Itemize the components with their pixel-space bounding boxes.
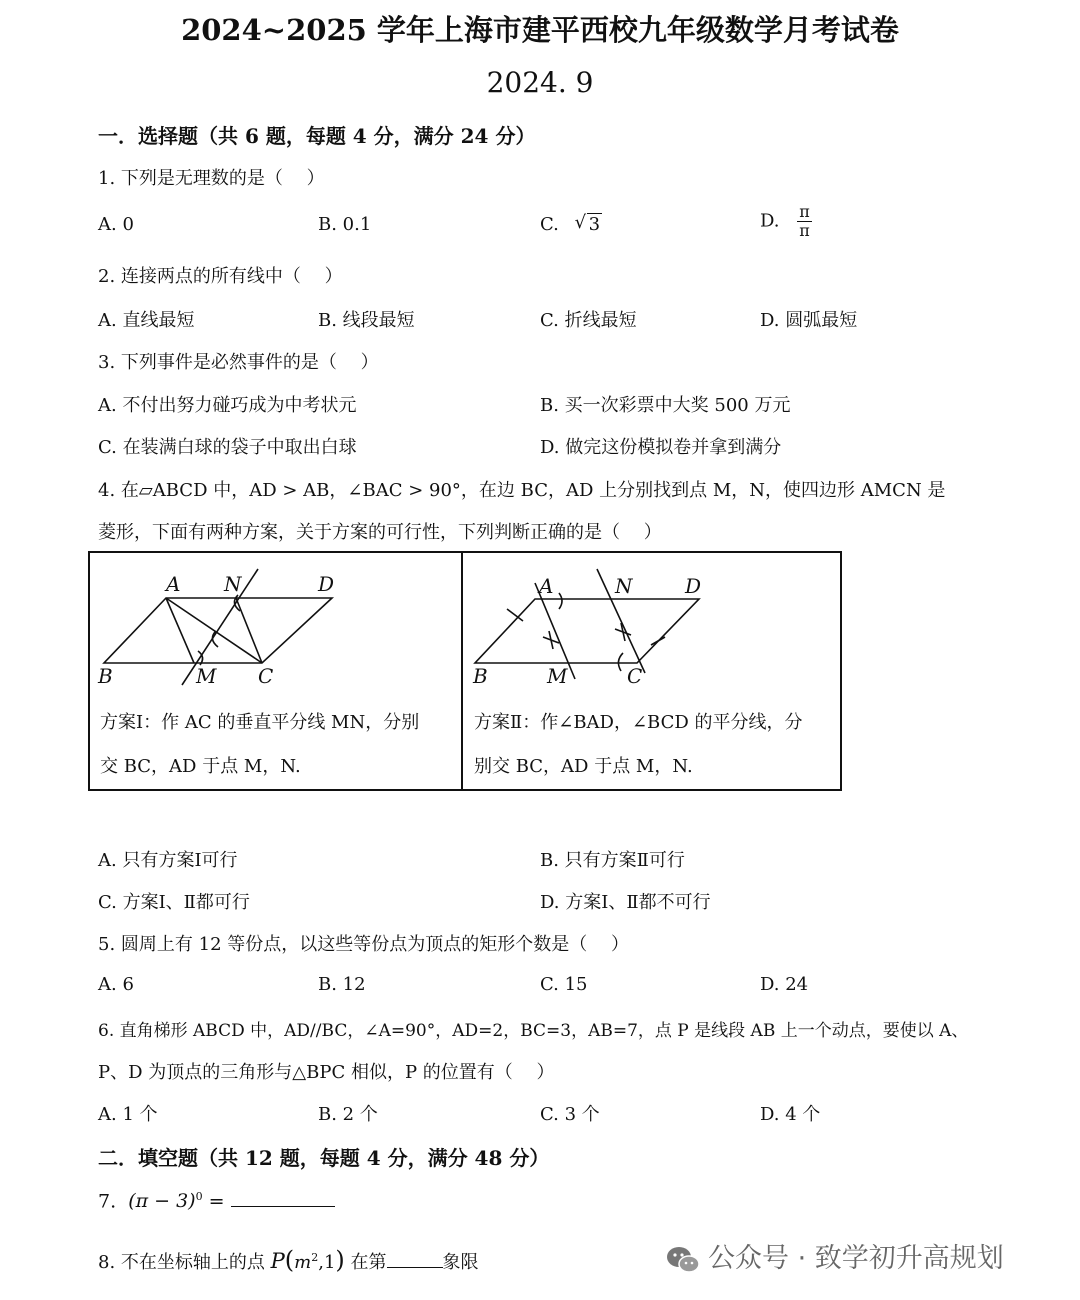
question-1: 1. 下列是无理数的是（ ）	[98, 168, 325, 189]
q4-option-b: B. 只有方案Ⅱ可行	[540, 850, 685, 871]
question-8	[98, 1246, 479, 1274]
q8-point: P	[270, 1249, 285, 1273]
question-4-line-1: 4. 在▱ABCD 中，AD > AB，∠BAC > 90°，在边 BC，AD 上分别找到点 M，N，使四边形 AMCN 是	[98, 480, 946, 501]
q4-option-c: C. 方案Ⅰ、Ⅱ都可行	[98, 892, 250, 913]
q8-post: 象限	[442, 1252, 479, 1273]
fraction-numerator: π	[799, 202, 810, 221]
q6-option-b: B. 2 个	[318, 1104, 378, 1125]
fig1-label-b: B	[98, 664, 113, 688]
q1-option-b: B. 0.1	[318, 214, 372, 235]
q7-number: 7.	[98, 1190, 117, 1213]
fig2-label-a: A	[539, 574, 554, 598]
q3-option-d: D. 做完这份模拟卷并拿到满分	[540, 437, 782, 458]
q7-answer-blank[interactable]	[231, 1206, 335, 1207]
question-2: 2. 连接两点的所有线中（ ）	[98, 266, 343, 287]
q2-option-c: C. 折线最短	[540, 310, 637, 331]
fraction-denominator: π	[799, 221, 810, 240]
q2-option-a: A. 直线最短	[98, 310, 195, 331]
fig1-label-a: A	[166, 572, 181, 596]
q1-option-c-label: C.	[540, 214, 559, 235]
page-title: 2024~2025 学年上海市建平西校九年级数学月考试卷	[181, 13, 899, 47]
question-6-line-2: P、D 为顶点的三角形与△BPC 相似，P 的位置有（ ）	[98, 1062, 555, 1083]
fig2-label-c: C	[627, 664, 643, 688]
arc-tick-4	[651, 637, 665, 645]
q2-option-b: B. 线段最短	[318, 310, 415, 331]
q4-option-d: D. 方案Ⅰ、Ⅱ都不可行	[540, 892, 711, 913]
question-5: 5. 圆周上有 12 等份点，以这些等份点为顶点的矩形个数是（ ）	[98, 934, 629, 955]
plan-1-line-2: 交 BC，AD 于点 M，N.	[100, 756, 301, 777]
q7-base: (π − 3)	[128, 1190, 196, 1213]
fig2-label-m: M	[547, 664, 568, 688]
q3-option-b: B. 买一次彩票中大奖 500 万元	[540, 395, 791, 416]
fig1-label-m: M	[196, 664, 217, 688]
plan-2-line-2: 别交 BC，AD 于点 M，N.	[474, 756, 693, 777]
q2-option-d: D. 圆弧最短	[760, 310, 858, 331]
q8-prefix: 8. 不在坐标轴上的点	[98, 1252, 271, 1273]
fig2-label-n: N	[615, 574, 633, 598]
q3-option-a: A. 不付出努力碰巧成为中考状元	[98, 395, 357, 416]
wechat-icon	[666, 1245, 700, 1275]
q1-option-d	[760, 203, 812, 240]
plan-2-line-1: 方案Ⅱ：作∠BAD，∠BCD 的平分线，分	[474, 712, 803, 733]
q1-option-c	[540, 214, 602, 235]
question-6-line-1: 6. 直角梯形 ABCD 中，AD//BC，∠A=90°，AD=2，BC=3，AB=7，点 P 是线段 AB 上一个动点，要使以 A、	[98, 1021, 969, 1041]
q1-option-d-label: D.	[760, 210, 780, 232]
fig1-label-n: N	[224, 572, 242, 596]
plan-1-description	[100, 701, 419, 789]
figure-plan-1	[90, 553, 462, 693]
perp-bisector-mn	[182, 569, 258, 685]
q5-option-c: C. 15	[540, 974, 588, 995]
arc-tick-3	[618, 653, 623, 671]
sqrt-symbol	[575, 214, 602, 235]
q6-option-a: A. 1 个	[98, 1104, 158, 1125]
q1-option-c-radicand: 3	[588, 214, 601, 235]
q8-arg: m	[294, 1252, 312, 1273]
q4-option-a: A. 只有方案Ⅰ可行	[98, 850, 238, 871]
paren-right: )	[335, 1246, 345, 1274]
q7-exponent: 0	[195, 1190, 203, 1203]
arc-tick-2	[559, 593, 562, 609]
q5-option-d: D. 24	[760, 974, 809, 995]
q6-option-c: C. 3 个	[540, 1104, 600, 1125]
fig1-label-c: C	[258, 664, 274, 688]
q8-rest: ,1	[318, 1252, 336, 1273]
plan-2-description	[474, 701, 803, 789]
section-heading-fill: 二．填空题（共 12 题，每题 4 分，满分 48 分）	[98, 1146, 550, 1170]
question-7	[98, 1190, 335, 1212]
q8-exp: 2	[311, 1251, 319, 1264]
fig1-label-d: D	[318, 572, 335, 596]
q6-option-d: D. 4 个	[760, 1104, 821, 1125]
q3-option-c: C. 在装满白球的袋子中取出白球	[98, 437, 357, 458]
fig2-label-b: B	[473, 664, 488, 688]
question-3: 3. 下列事件是必然事件的是（ ）	[98, 352, 379, 373]
figure-plan-2	[463, 553, 843, 693]
plan-1-line-1: 方案Ⅰ：作 AC 的垂直平分线 MN，分别	[100, 712, 420, 733]
parallelogram-abcd-2	[475, 599, 699, 663]
question-4-line-2: 菱形，下面有两种方案，关于方案的可行性，下列判断正确的是（ ）	[98, 522, 662, 543]
q5-option-b: B. 12	[318, 974, 366, 995]
watermark	[666, 1236, 1004, 1275]
q1-option-d-fraction	[797, 203, 812, 240]
q8-mid: 在第	[344, 1252, 387, 1273]
q5-option-a: A. 6	[98, 974, 134, 995]
paren-left: (	[284, 1246, 295, 1274]
section-heading-choice: 一．选择题（共 6 题，每题 4 分，满分 24 分）	[98, 124, 536, 148]
q1-option-a: A. 0	[98, 214, 134, 235]
fig2-label-d: D	[685, 574, 702, 598]
exam-date: 2024. 9	[486, 66, 594, 99]
q8-answer-blank[interactable]	[387, 1267, 443, 1268]
watermark-text: 公众号 · 致学初升高规划	[708, 1243, 1004, 1274]
q4-figure-table	[88, 551, 842, 791]
q7-equals: =	[202, 1190, 225, 1213]
